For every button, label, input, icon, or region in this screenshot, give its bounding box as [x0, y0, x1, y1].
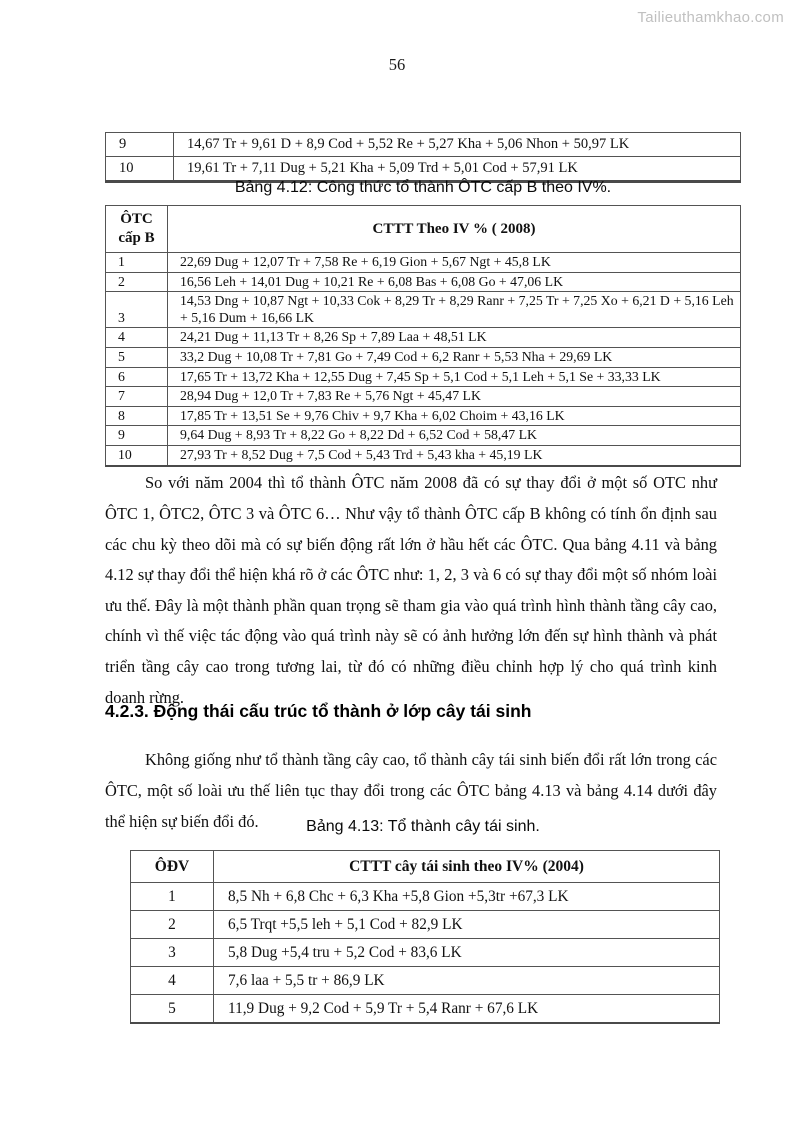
page-number: 56: [388, 55, 406, 74]
column-header-otc: ÔTC cấp B: [106, 206, 168, 253]
table-row: [106, 367, 741, 387]
column-header-cttt: CTTT cây tái sinh theo IV% (2004): [214, 851, 720, 883]
plot-id-cell: 1: [106, 253, 168, 273]
table-row: [106, 292, 741, 328]
plot-id-cell: 1: [131, 883, 214, 911]
plot-id-cell: 3: [106, 292, 168, 328]
table-row: [106, 426, 741, 446]
plot-id-cell: 5: [106, 347, 168, 367]
formula-cell: 5,8 Dug +5,4 tru + 5,2 Cod + 83,6 LK: [214, 939, 720, 967]
plot-id-cell: 5: [131, 995, 214, 1024]
table-412-caption: Bảng 4.12: Công thức tổ thành ÔTC cấp B theo IV%.: [234, 179, 612, 196]
plot-id-cell: 4: [131, 967, 214, 995]
watermark-text: Tailieuthamkhao.com: [637, 9, 784, 26]
formula-cell: 16,56 Leh + 14,01 Dug + 10,21 Re + 6,08 Bas + 6,08 Go + 47,06 LK: [168, 272, 741, 292]
table-row: [106, 387, 741, 407]
table-header-row: [131, 851, 720, 883]
body-paragraph-1: So với năm 2004 thì tổ thành ÔTC năm 2008 đã có sự thay đổi ở một số OTC như ÔTC 1, ÔTC2, ÔTC 3 và ÔTC 6… Như vậy tổ thành ÔTC cấp B không có tính ổn định sau các chu kỳ theo dõi mà có sự biến động rất lớn ở hầu hết các ÔTC. Qua bảng 4.11 và bảng 4.12 sự thay đổi thể hiện khá rõ ở các ÔTC như: 1, 2, 3 và 6 có sự thay đổi một số nhóm loài ưu thế. Đây là một thành phần quan trọng sẽ tham gia vào quá trình hình thành tầng cây cao, chính vì thế việc tác động vào quá trình này sẽ có ảnh hưởng lớn đến sự hình thành và phát triển tầng cây cao trong tương lai, từ đó có những điều chỉnh hợp lý cho quá trình kinh doanh rừng.: [105, 473, 717, 707]
plot-id-cell: 9: [106, 426, 168, 446]
plot-id-cell: 8: [106, 406, 168, 426]
table-412: [105, 205, 741, 467]
table-row: [106, 347, 741, 367]
table-413-header: [131, 851, 720, 883]
plot-id-cell: 6: [106, 367, 168, 387]
plot-id-cell: 2: [106, 272, 168, 292]
formula-cell: 19,61 Tr + 7,11 Dug + 5,21 Kha + 5,09 Trd + 5,01 Cod + 57,91 LK: [174, 157, 741, 182]
plot-id-cell: 2: [131, 911, 214, 939]
table-row: [106, 328, 741, 348]
formula-cell: 17,85 Tr + 13,51 Se + 9,76 Chiv + 9,7 Kha + 6,02 Choim + 43,16 LK: [168, 406, 741, 426]
table-row: [131, 995, 720, 1024]
formula-cell: 28,94 Dug + 12,0 Tr + 7,83 Re + 5,76 Ngt + 45,47 LK: [168, 387, 741, 407]
formula-cell: 33,2 Dug + 10,08 Tr + 7,81 Go + 7,49 Cod + 6,2 Ranr + 5,53 Nha + 29,69 LK: [168, 347, 741, 367]
formula-cell: 9,64 Dug + 8,93 Tr + 8,22 Go + 8,22 Dd + 6,52 Cod + 58,47 LK: [168, 426, 741, 446]
table-row: [106, 445, 741, 465]
table-header-row: [106, 206, 741, 253]
plot-id-cell: 10: [106, 445, 168, 465]
section-heading: 4.2.3. Động thái cấu trúc tổ thành ở lớp cây tái sinh: [105, 701, 532, 721]
table-row: [106, 406, 741, 426]
table-row: [131, 911, 720, 939]
formula-cell: 22,69 Dug + 12,07 Tr + 7,58 Re + 6,19 Gion + 5,67 Ngt + 45,8 LK: [168, 253, 741, 273]
formula-cell: 8,5 Nh + 6,8 Chc + 6,3 Kha +5,8 Gion +5,3tr +67,3 LK: [214, 883, 720, 911]
table-row: [106, 253, 741, 273]
formula-cell: 24,21 Dug + 11,13 Tr + 8,26 Sp + 7,89 Laa + 48,51 LK: [168, 328, 741, 348]
table-partial-continuation: [105, 132, 741, 183]
plot-id-cell: 4: [106, 328, 168, 348]
plot-id-cell: 3: [131, 939, 214, 967]
formula-cell: 14,67 Tr + 9,61 D + 8,9 Cod + 5,52 Re + 5,27 Kha + 5,06 Nhon + 50,97 LK: [174, 133, 741, 157]
table-row: [106, 157, 741, 182]
plot-id-cell: 9: [106, 133, 174, 157]
table-row: [131, 967, 720, 995]
table-412-header: [106, 206, 741, 253]
table-row: [131, 939, 720, 967]
table-partial-body: [106, 133, 741, 182]
table-row: [106, 272, 741, 292]
body-paragraph-2: Không giống như tổ thành tầng cây cao, tổ thành cây tái sinh biến đổi rất lớn trong các ÔTC, một số loài ưu thế liên tục thay đổi trong các ÔTC bảng 4.13 và bảng 4.14 dưới đây thể hiện sự biến đổi đó.: [105, 750, 717, 831]
plot-id-cell: 7: [106, 387, 168, 407]
plot-id-cell: 10: [106, 157, 174, 182]
table-413-body: [131, 883, 720, 1024]
formula-cell: 17,65 Tr + 13,72 Kha + 12,55 Dug + 7,45 Sp + 5,1 Cod + 5,1 Leh + 5,1 Se + 33,33 LK: [168, 367, 741, 387]
formula-cell: 7,6 laa + 5,5 tr + 86,9 LK: [214, 967, 720, 995]
table-row: [106, 133, 741, 157]
table-412-body: [106, 253, 741, 466]
table-413: [130, 850, 720, 1024]
formula-cell: 27,93 Tr + 8,52 Dug + 7,5 Cod + 5,43 Trd + 5,43 kha + 45,19 LK: [168, 445, 741, 465]
table-row: [131, 883, 720, 911]
formula-cell: 6,5 Trqt +5,5 leh + 5,1 Cod + 82,9 LK: [214, 911, 720, 939]
formula-cell: 11,9 Dug + 9,2 Cod + 5,9 Tr + 5,4 Ranr + 67,6 LK: [214, 995, 720, 1024]
column-header-cttt: CTTT Theo IV % ( 2008): [168, 206, 741, 253]
table-413-caption: Bảng 4.13: Tổ thành cây tái sinh.: [306, 818, 540, 835]
column-header-odv: ÔĐV: [131, 851, 214, 883]
formula-cell: 14,53 Dng + 10,87 Ngt + 10,33 Cok + 8,29 Tr + 8,29 Ranr + 7,25 Tr + 7,25 Xo + 6,21 D + 5,16 Leh + 5,16 Dum + 16,66 LK: [168, 292, 741, 328]
